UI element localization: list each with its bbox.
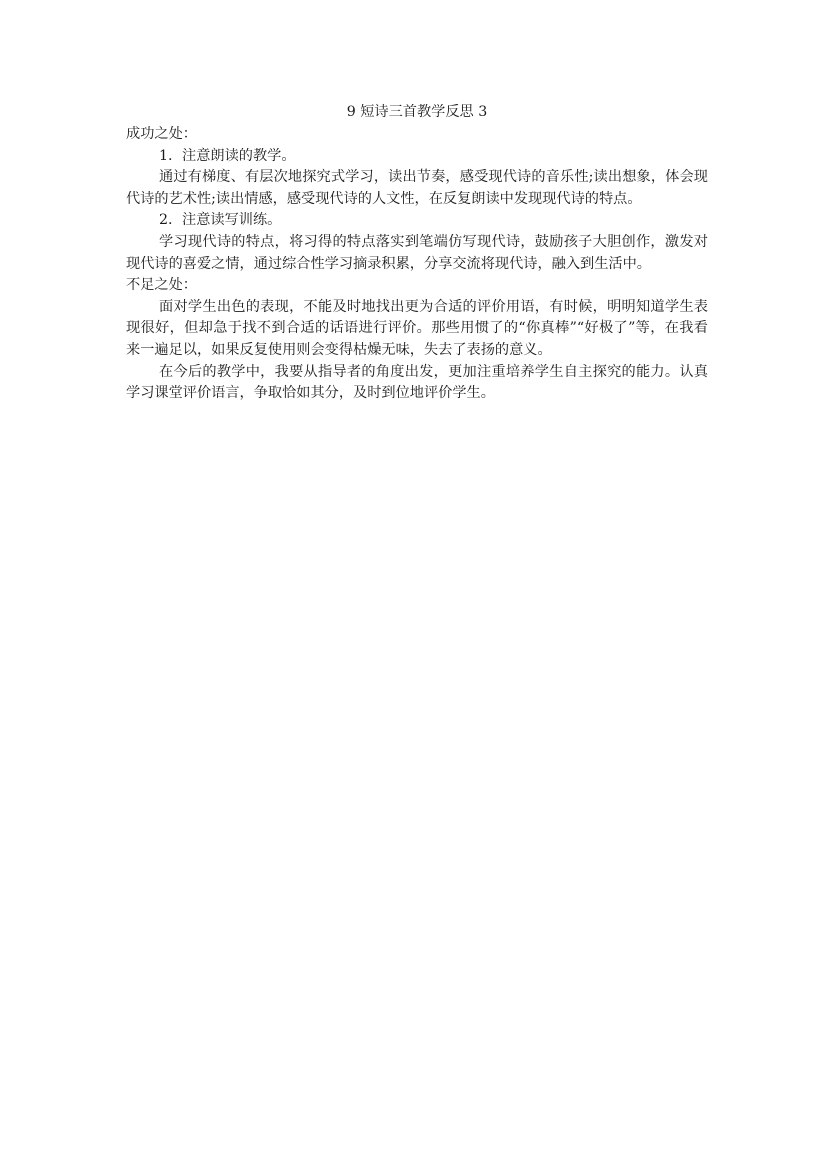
item-number-1: 1.	[159, 147, 173, 164]
document-page	[126, 100, 708, 405]
item-heading-text-1: 注意朗读的教学。	[182, 147, 296, 164]
item-paragraph-1: 通过有梯度、有层次地探究式学习，读出节奏，感受现代诗的音乐性;读出想象，体会现代诗的艺术性;读出情感，感受现代诗的人文性，在反复朗读中发现现代诗的特点。	[126, 169, 708, 207]
item-heading-1	[126, 146, 708, 168]
shortcoming-paragraph-2: 在今后的教学中，我要从指导者的角度出发，更加注重培养学生自主探究的能力。认真学习课堂评价语言，争取恰如其分，及时到位地评价学生。	[126, 363, 708, 402]
success-heading: 成功之处：	[126, 126, 197, 142]
shortcoming-paragraph-1: 面对学生出色的表现，不能及时地找出更为合适的评价用语，有时候，明明知道学生表现很好，但却急于找不到合适的话语进行评价。那些用惯了的“你真棒”“好极了”等，在我看来一遍足以，如果反复使用则会变得枯燥无味，失去了表扬的意义。	[126, 298, 708, 358]
item-paragraph-2: 学习现代诗的特点，将习得的特点落实到笔端仿写现代诗，鼓励孩子大胆创作，激发对现代诗的喜爱之情，通过综合性学习摘录积累，分享交流将现代诗，融入到生活中。	[126, 233, 708, 272]
item-heading-text-2: 注意读写训练。	[182, 212, 282, 229]
document-title: 9 短诗三首教学反思 3	[346, 104, 488, 120]
item-heading-2	[126, 210, 708, 232]
shortcoming-heading: 不足之处：	[126, 277, 197, 294]
item-number-2: 2.	[159, 212, 173, 229]
